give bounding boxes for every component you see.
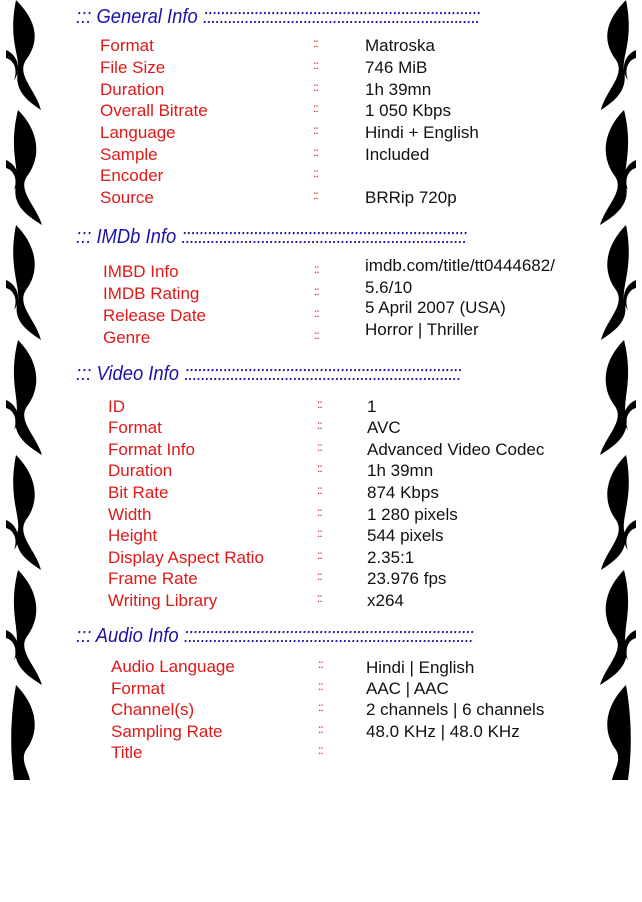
row-value: 1	[367, 397, 377, 416]
video-row-width	[0, 505, 642, 527]
row-separator: ::	[317, 397, 322, 411]
row-label: Release Date	[103, 306, 207, 325]
row-value: 23.976 fps	[367, 569, 447, 588]
row-label: Duration	[108, 461, 173, 480]
row-label: ID	[108, 397, 125, 416]
imdb-row-rating	[0, 278, 642, 306]
row-value: 2 channels | 6 channels	[366, 700, 545, 719]
imdb-row-release-date	[0, 298, 642, 328]
row-value: Advanced Video Codec	[367, 440, 545, 459]
row-value: Matroska	[365, 36, 435, 55]
row-separator: ::	[317, 526, 322, 540]
imdb-info-heading: ::: IMDb Info ::::::::::::::::::::::::::::::::::::::::::::::::::::::::::::::::::::	[76, 226, 467, 248]
video-row-frame-rate	[0, 569, 642, 591]
row-label: Bit Rate	[108, 483, 169, 502]
general-row-sample	[0, 145, 642, 167]
row-separator: ::	[317, 591, 322, 605]
row-label: Encoder	[100, 166, 164, 185]
audio-row-format	[0, 679, 642, 701]
row-value: 874 Kbps	[367, 483, 439, 502]
row-value: Included	[365, 145, 430, 164]
row-separator: ::	[317, 461, 322, 475]
video-row-display-aspect-ratio	[0, 548, 642, 570]
row-separator: ::	[314, 306, 319, 320]
audio-row-channels	[0, 700, 642, 722]
audio-info-heading: ::: Audio Info :::::::::::::::::::::::::::::::::::::::::::::::::::::::::::::::::::::	[76, 625, 474, 647]
general-row-source	[0, 188, 642, 210]
row-label: IMBD Info	[103, 262, 179, 281]
row-label: Height	[108, 526, 158, 545]
row-value: 746 MiB	[365, 58, 428, 77]
row-label: Width	[108, 505, 152, 524]
row-label: Audio Language	[111, 657, 235, 676]
row-label: Writing Library	[108, 591, 218, 610]
video-row-format	[0, 418, 642, 440]
row-separator: ::	[313, 123, 318, 137]
imdb-row-imdb-info	[0, 256, 642, 284]
row-separator: ::	[314, 262, 319, 276]
row-label: Format Info	[108, 440, 195, 459]
row-value: Hindi + English	[365, 123, 479, 142]
row-label: Duration	[100, 80, 165, 99]
row-value: AAC | AAC	[366, 679, 449, 698]
row-separator: ::	[317, 569, 322, 583]
row-value: Hindi | English	[366, 658, 475, 677]
row-label: Format	[111, 679, 165, 698]
general-info-heading: ::: General Info ::::::::::::::::::::::::::::::::::::::::::::::::::::::::::::::::::	[76, 6, 480, 28]
row-separator: ::	[318, 657, 323, 671]
row-value: imdb.com/title/tt0444682/	[365, 256, 555, 275]
row-value: x264	[367, 591, 404, 610]
row-separator: ::	[317, 483, 322, 497]
video-row-id	[0, 397, 642, 419]
row-label: Sampling Rate	[111, 722, 223, 741]
video-info-heading: ::: Video Info ::::::::::::::::::::::::::::::::::::::::::::::::::::::::::::::::::	[76, 363, 461, 385]
row-separator: ::	[318, 743, 323, 757]
general-row-encoder	[0, 166, 642, 188]
row-separator: ::	[317, 418, 322, 432]
row-separator: ::	[313, 145, 318, 159]
video-row-height	[0, 526, 642, 548]
row-separator: ::	[313, 101, 318, 115]
row-value: 2.35:1	[367, 548, 415, 567]
row-separator: ::	[314, 328, 319, 342]
row-separator: ::	[318, 700, 323, 714]
row-value: 1 280 pixels	[367, 505, 458, 524]
row-separator: ::	[317, 505, 322, 519]
video-row-bit-rate	[0, 483, 642, 505]
general-row-language	[0, 123, 642, 145]
row-separator: ::	[313, 80, 318, 94]
row-separator: ::	[313, 36, 318, 50]
row-label: File Size	[100, 58, 166, 77]
general-row-duration	[0, 80, 642, 102]
row-value: 1h 39mn	[367, 461, 434, 480]
row-label: Genre	[103, 328, 151, 347]
row-value: BRRip 720p	[365, 188, 457, 207]
row-label: Title	[111, 743, 143, 762]
row-value: 5.6/10	[365, 278, 413, 297]
row-label: Source	[100, 188, 154, 207]
row-label: IMDB Rating	[103, 284, 200, 303]
row-separator: ::	[313, 58, 318, 72]
row-value: 544 pixels	[367, 526, 444, 545]
row-separator: ::	[314, 284, 319, 298]
row-value: 1 050 Kbps	[365, 101, 452, 120]
video-row-format-info	[0, 440, 642, 462]
row-separator: ::	[317, 440, 322, 454]
general-row-overall-bitrate	[0, 101, 642, 123]
general-row-file-size	[0, 58, 642, 80]
row-label: Sample	[100, 145, 158, 164]
imdb-row-genre	[0, 320, 642, 350]
audio-row-title	[0, 743, 642, 765]
video-row-duration	[0, 461, 642, 483]
row-separator: ::	[318, 722, 323, 736]
audio-row-sampling-rate	[0, 722, 642, 744]
row-value: AVC	[367, 418, 401, 437]
general-row-format	[0, 36, 642, 58]
row-label: Frame Rate	[108, 569, 198, 588]
row-separator: ::	[313, 188, 318, 202]
row-value: Horror | Thriller	[365, 320, 479, 339]
row-label: Channel(s)	[111, 700, 195, 719]
row-value: 48.0 KHz | 48.0 KHz	[366, 722, 520, 741]
row-separator: ::	[318, 679, 323, 693]
row-separator: ::	[317, 548, 322, 562]
row-label: Format	[100, 36, 154, 55]
row-separator: ::	[313, 166, 318, 180]
row-label: Overall Bitrate	[100, 101, 208, 120]
row-value: 1h 39mn	[365, 80, 432, 99]
row-label: Display Aspect Ratio	[108, 548, 264, 567]
row-label: Language	[100, 123, 176, 142]
row-value: 5 April 2007 (USA)	[365, 298, 506, 317]
row-label: Format	[108, 418, 162, 437]
video-row-writing-library	[0, 591, 642, 613]
audio-row-language	[0, 657, 642, 679]
